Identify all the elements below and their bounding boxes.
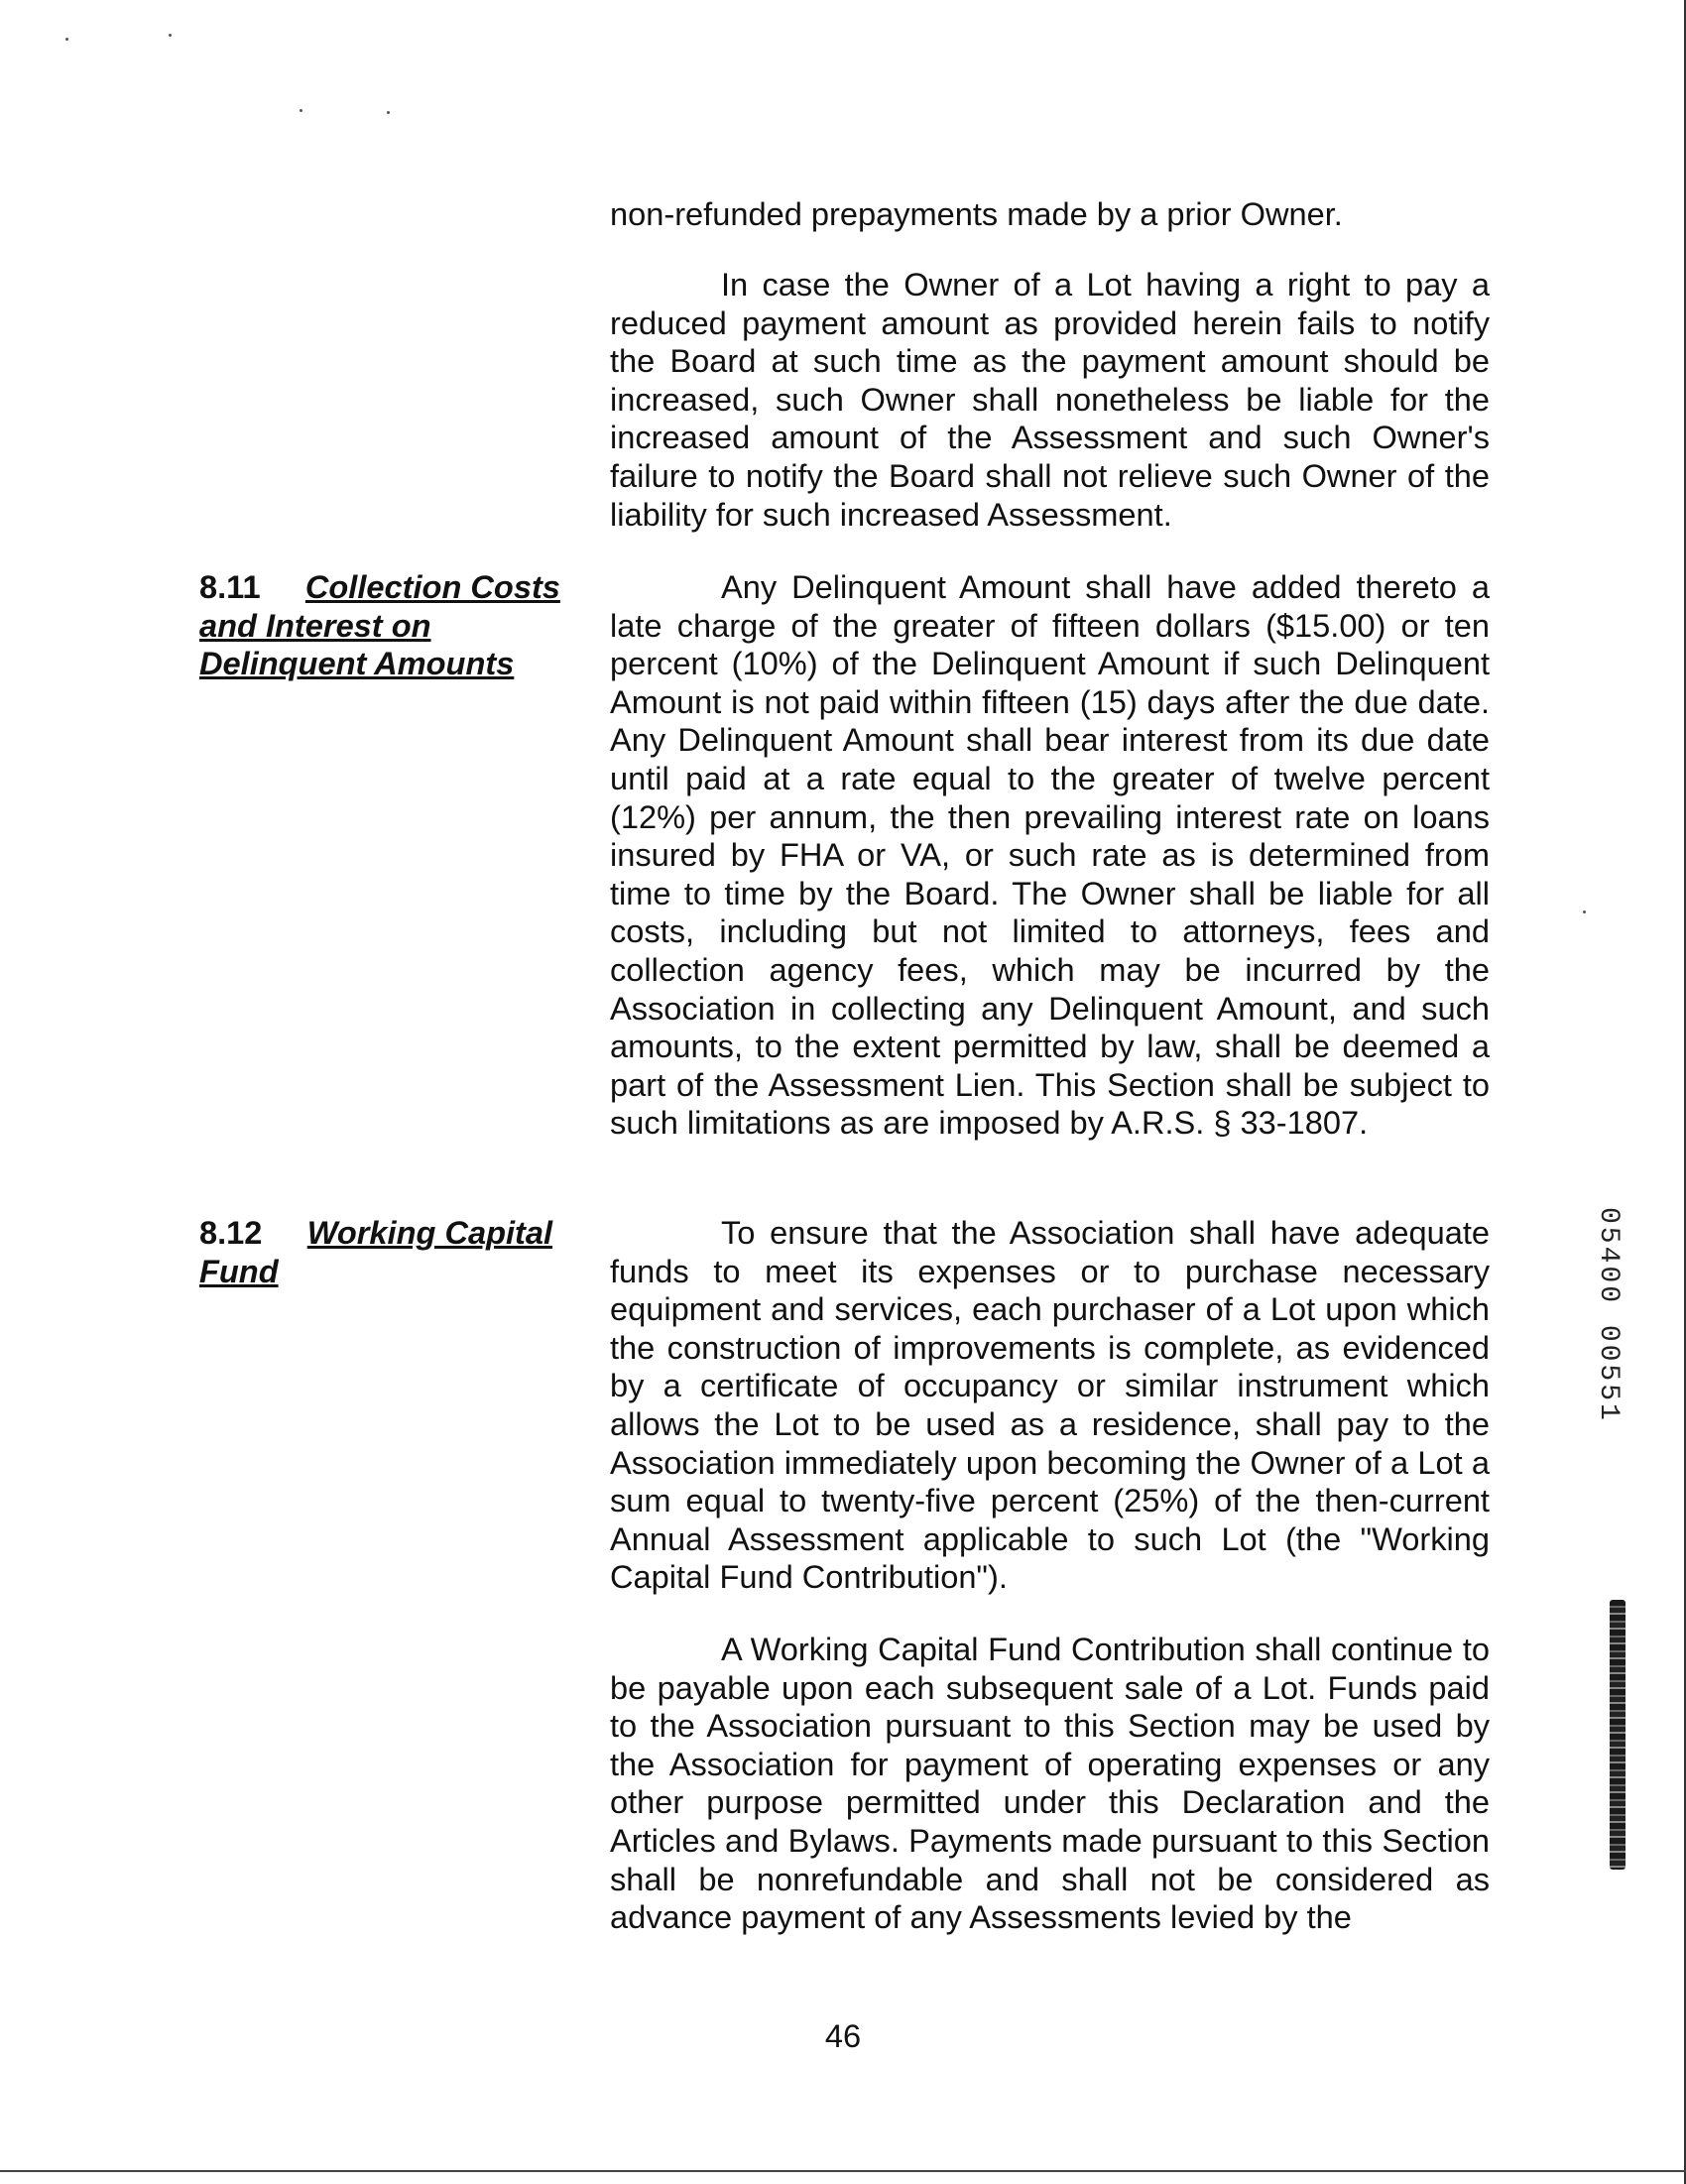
section-8-12-paragraph-1: To ensure that the Association shall have adequate funds to meet its expenses or to purchase necessary equipment and services, each purchaser of a Lot upon which the construction of improvements is complete, as evidenced by a certificate of occupancy or similar instrument which allows the Lot to be used as a residence, shall pay to the Association immediately upon becoming the Owner of a Lot a sum equal to twenty-five percent (25%) of the then-current Annual Assessment applicable to such Lot (the "Working Capital Fund Contribution").	[610, 1214, 1490, 1596]
intro-line: non-refunded prepayments made by a prior Owner.	[610, 195, 1343, 232]
section-title: Collection Costs and Interest on Delinquent Amounts	[199, 568, 560, 682]
scan-speck	[387, 111, 390, 114]
section-title: Working Capital Fund	[199, 1214, 553, 1289]
section-heading-8-11	[199, 568, 576, 683]
paragraph-reduced-payment: In case the Owner of a Lot having a right to pay a reduced payment amount as provided herein fails to notify the Board at such time as the payment amount should be increased, such Owner shall nonetheless be liable for the increased amount of the Assessment and such Owner's failure to notify the Board shall not relieve such Owner of the liability for such increased Assessment.	[610, 266, 1490, 533]
scan-speck	[1583, 910, 1586, 913]
scan-speck	[169, 34, 172, 37]
section-number: 8.12	[199, 1214, 263, 1251]
scan-speck	[65, 38, 68, 41]
page-number: 46	[824, 2017, 862, 2054]
recorder-stamp-mark	[1610, 1600, 1626, 1870]
section-8-11-paragraph: Any Delinquent Amount shall have added thereto a late charge of the greater of fifteen dollars ($15.00) or ten percent (10%) of the Delinquent Amount if such Delinquent Amount is not paid within fifteen (15) days after the due date. Any Delinquent Amount shall bear interest from its due date until paid at a rate equal to the greater of twelve percent (12%) per annum, the then prevailing interest rate on loans insured by FHA or VA, or such rate as is determined from time to time by the Board. The Owner shall be liable for all costs, including but not limited to attorneys, fees and collection agency fees, which may be incurred by the Association in collecting any Delinquent Amount, and such amounts, to the extent permitted by law, shall be deemed a part of the Assessment Lien. This Section shall be subject to such limitations as are imposed by A.R.S. § 33-1807.	[610, 568, 1490, 1142]
section-heading-8-12	[199, 1214, 556, 1290]
section-8-12-paragraph-2: A Working Capital Fund Contribution shall continue to be payable upon each subsequent sale of a Lot. Funds paid to the Association pursuant to this Section may be used by the Association for payment of operating expenses or any other purpose permitted under this Declaration and the Articles and Bylaws. Payments made pursuant to this Section shall be nonrefundable and shall not be considered as advance payment of any Assessments levied by the	[610, 1631, 1490, 1936]
scan-speck	[300, 109, 302, 112]
section-number: 8.11	[199, 568, 261, 605]
scan-bottom-line	[0, 2170, 1686, 2172]
recording-number: 05400 00551	[1593, 1207, 1624, 1423]
